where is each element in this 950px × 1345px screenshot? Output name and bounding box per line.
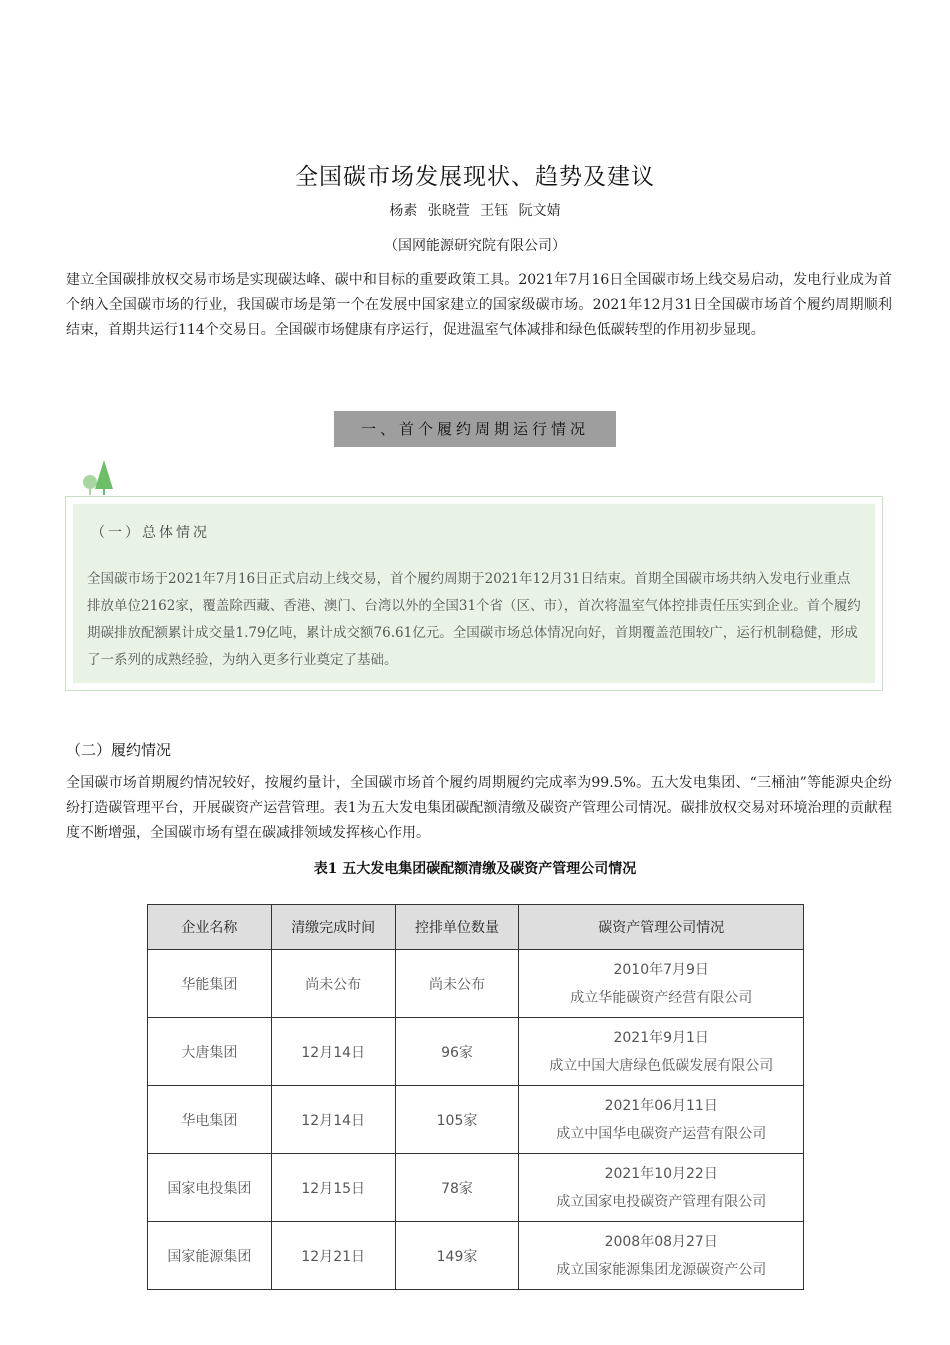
overview-text: 全国碳市场于2021年7月16日正式启动上线交易，首个履约周期于2021年12月31日结束。首期全国碳市场共纳入发电行业重点排放单位2162家，覆盖除西藏、香港、澳门、台湾以外的全国31个省（区、市），首次将温室气体控排责任压实到企业。首个履约期碳排放配额累计成交量1.79亿吨，累计成交额76.61亿元。全国碳市场总体情况向好，首期覆盖范围较广，运行机制稳健，形成了一系列的成熟经验，为纳入更多行业奠定了基础。 bbox=[87, 571, 861, 668]
table-cell-time: 尚未公布 bbox=[271, 950, 395, 1018]
table-cell-count: 96家 bbox=[395, 1018, 519, 1086]
table-cell-company bbox=[519, 1222, 804, 1290]
compliance-heading: （二）履约情况 bbox=[66, 741, 172, 759]
table-row bbox=[148, 950, 804, 1018]
author: 张晓萱 bbox=[427, 203, 470, 219]
table-cell-name: 华电集团 bbox=[148, 1086, 272, 1154]
company-date: 2008年08月27日 bbox=[604, 1233, 718, 1250]
intro-paragraph: 建立全国碳排放权交易市场是实现碳达峰、碳中和目标的重要政策工具。2021年7月16日全国碳市场上线交易启动，发电行业成为首个纳入全国碳市场的行业，我国碳市场是第一个在发展中国家建立的国家级碳市场。2021年12月31日全国碳市场首个履约周期顺利结束，首期共运行114个交易日。全国碳市场健康有序运行，促进温室气体减排和绿色低碳转型的作用初步显现。 bbox=[66, 272, 892, 338]
table-cell-company bbox=[519, 1018, 804, 1086]
overview-box-inner bbox=[73, 504, 875, 683]
table-row bbox=[148, 1018, 804, 1086]
table-cell-name: 大唐集团 bbox=[148, 1018, 272, 1086]
table-cell-time: 12月14日 bbox=[271, 1018, 395, 1086]
affiliation: （国网能源研究院有限公司） bbox=[384, 238, 566, 254]
author: 阮文婧 bbox=[518, 203, 561, 219]
document-title: 全国碳市场发展现状、趋势及建议 bbox=[295, 164, 655, 190]
trees-icon bbox=[80, 456, 120, 496]
table-header-cell: 控排单位数量 bbox=[395, 905, 519, 950]
data-table bbox=[147, 904, 804, 1290]
table-cell-name: 国家能源集团 bbox=[148, 1222, 272, 1290]
compliance-paragraph: 全国碳市场首期履约情况较好，按履约量计，全国碳市场首个履约周期履约完成率为99.5%。五大发电集团、“三桶油”等能源央企纷纷打造碳管理平台，开展碳资产运营管理。表1为五大发电集团碳配额清缴及碳资产管理公司情况。碳排放权交易对环境治理的贡献程度不断增强，全国碳市场有望在碳减排领域发挥核心作用。 bbox=[66, 775, 892, 841]
table-header-cell: 清缴完成时间 bbox=[271, 905, 395, 950]
overview-box bbox=[65, 496, 883, 691]
table-caption: 表1 五大发电集团碳配额清缴及碳资产管理公司情况 bbox=[313, 861, 637, 877]
table-cell-name: 国家电投集团 bbox=[148, 1154, 272, 1222]
authors bbox=[0, 200, 950, 220]
company-date: 2021年9月1日 bbox=[613, 1029, 709, 1046]
author: 杨素 bbox=[389, 203, 418, 219]
table-cell-time: 12月21日 bbox=[271, 1222, 395, 1290]
table-row bbox=[148, 1086, 804, 1154]
table-cell-company bbox=[519, 1086, 804, 1154]
table-header-row bbox=[148, 905, 804, 950]
table-row bbox=[148, 1222, 804, 1290]
section-banner: 一、首个履约周期运行情况 bbox=[334, 411, 616, 447]
company-name: 成立中国大唐绿色低碳发展有限公司 bbox=[549, 1057, 774, 1074]
table-cell-name: 华能集团 bbox=[148, 950, 272, 1018]
company-name: 成立华能碳资产经营有限公司 bbox=[570, 989, 753, 1006]
table-row bbox=[148, 1154, 804, 1222]
overview-heading: （一）总体情况 bbox=[91, 525, 210, 541]
table-cell-count: 105家 bbox=[395, 1086, 519, 1154]
table-cell-time: 12月15日 bbox=[271, 1154, 395, 1222]
company-date: 2021年10月22日 bbox=[604, 1165, 718, 1182]
table-cell-count: 149家 bbox=[395, 1222, 519, 1290]
author: 王钰 bbox=[480, 203, 509, 219]
table-header-cell: 企业名称 bbox=[148, 905, 272, 950]
company-date: 2010年7月9日 bbox=[613, 961, 709, 978]
table-header-cell: 碳资产管理公司情况 bbox=[519, 905, 804, 950]
company-name: 成立国家能源集团龙源碳资产公司 bbox=[556, 1261, 767, 1278]
company-name: 成立中国华电碳资产运营有限公司 bbox=[556, 1125, 767, 1142]
company-date: 2021年06月11日 bbox=[604, 1097, 718, 1114]
table-cell-count: 78家 bbox=[395, 1154, 519, 1222]
company-name: 成立国家电投碳资产管理有限公司 bbox=[556, 1193, 767, 1210]
table-cell-count: 尚未公布 bbox=[395, 950, 519, 1018]
table-cell-company bbox=[519, 950, 804, 1018]
table-cell-company bbox=[519, 1154, 804, 1222]
table-cell-time: 12月14日 bbox=[271, 1086, 395, 1154]
